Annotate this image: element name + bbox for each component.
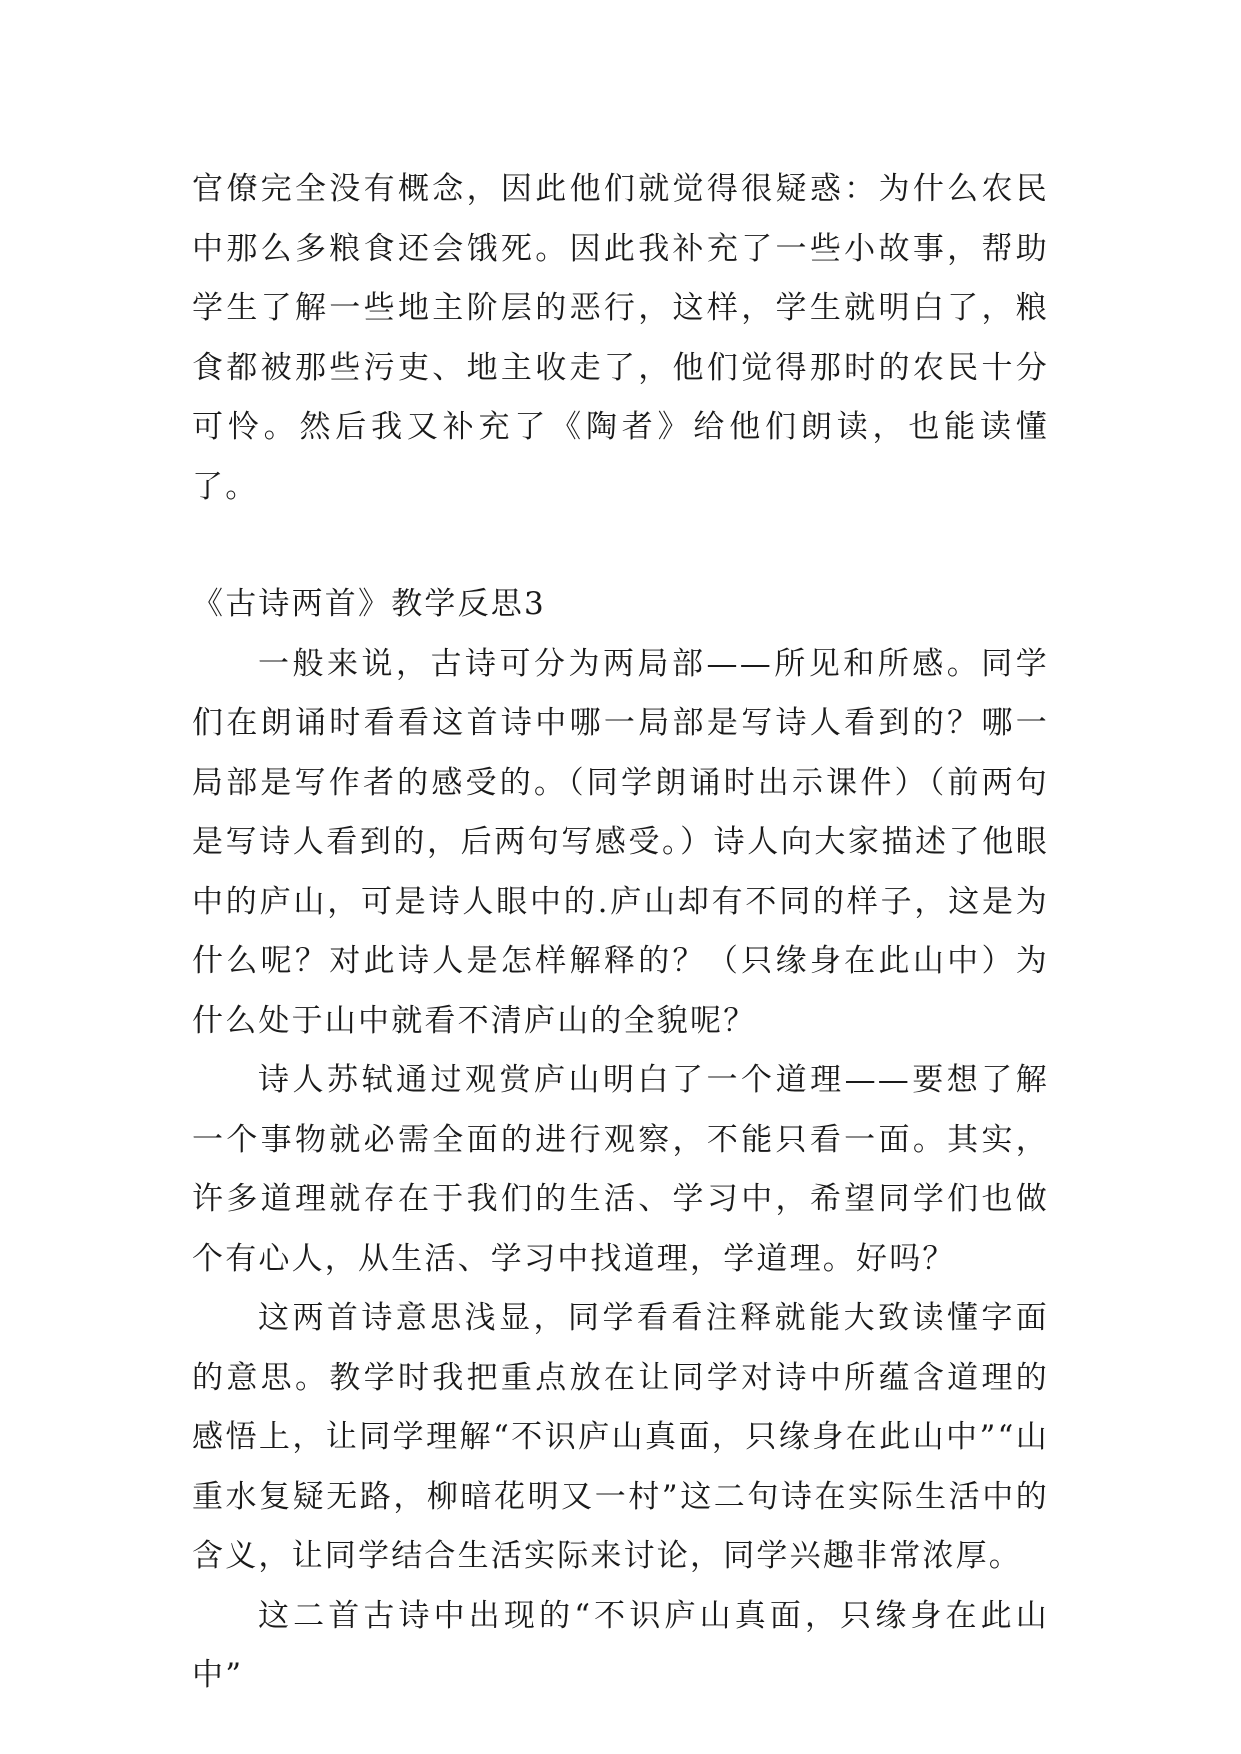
document-body [192, 160, 1049, 1706]
section-title: 《古诗两首》教学反思3 [192, 586, 546, 622]
paragraph-1: 一般来说，古诗可分为两局部——所见和所感。同学们在朗诵时看看这首诗中哪一局部是写诗人看到的？哪一局部是写作者的感受的。（同学朗诵时出示课件）（前两句是写诗人看到的，后两句写感受。）诗人向大家描述了他眼中的庐山，可是诗人眼中的.庐山却有不同的样子，这是为什么呢？对此诗人是怎样解释的？（只缘身在此山中）为什么处于山中就看不清庐山的全貌呢？ [192, 645, 1049, 1039]
section-spacer [192, 517, 1049, 575]
paragraph-2: 诗人苏轼通过观赏庐山明白了一个道理——要想了解一个事物就必需全面的进行观察，不能只看一面。其实，许多道理就存在于我们的生活、学习中，希望同学们也做个有心人，从生活、学习中找道理，学道理。好吗？ [192, 1062, 1049, 1277]
paragraph-4: 这二首古诗中出现的“不识庐山真面，只缘身在此山中” [192, 1597, 1049, 1693]
paragraph-3: 这两首诗意思浅显，同学看看注释就能大致读懂字面的意思。教学时我把重点放在让同学对诗中所蕴含道理的感悟上，让同学理解“不识庐山真面，只缘身在此山中”“山重水复疑无路，柳暗花明又一村”这二句诗在实际生活中的含义，让同学结合生活实际来讨论，同学兴趣非常浓厚。 [192, 1300, 1049, 1574]
paragraph-continued: 官僚完全没有概念，因此他们就觉得很疑惑：为什么农民中那么多粮食还会饿死。因此我补充了一些小故事，帮助学生了解一些地主阶层的恶行，这样，学生就明白了，粮食都被那些污吏、地主收走了，他们觉得那时的农民十分可怜。然后我又补充了《陶者》给他们朗读，也能读懂了。 [192, 171, 1049, 505]
